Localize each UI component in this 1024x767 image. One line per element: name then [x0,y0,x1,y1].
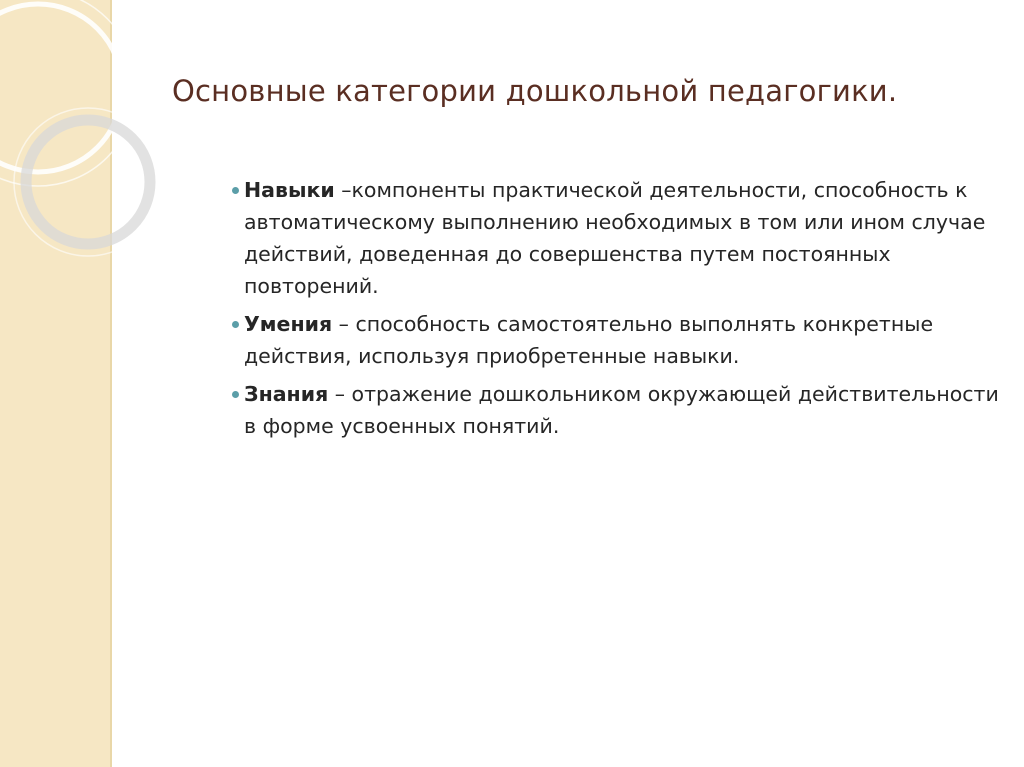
bullet-text: – отражение дошкольником окружающей действительности в форме усвоенных понятий. [244,382,999,438]
slide-title: Основные категории дошкольной педагогики. [172,74,898,108]
bullet-list [232,174,1012,448]
bullet-dot-icon [232,187,239,194]
bullet-term: Знания [244,382,329,406]
bullet-term: Умения [244,312,333,336]
bullet-term: Навыки [244,178,335,202]
bullet-item-skills [232,174,1012,302]
bullet-text: – способность самостоятельно выполнять конкретные действия, используя приобретенные навыки. [244,312,934,368]
bullet-text: –компоненты практической деятельности, способность к автоматическому выполнению необходимых в том или ином случае действий, доведенная до совершенства путем постоянных повторений. [244,178,986,298]
rings-ornament-icon [0,0,240,767]
bullet-item-abilities [232,308,1012,372]
bullet-item-knowledge [232,378,1012,442]
bullet-dot-icon [232,391,239,398]
bullet-dot-icon [232,321,239,328]
